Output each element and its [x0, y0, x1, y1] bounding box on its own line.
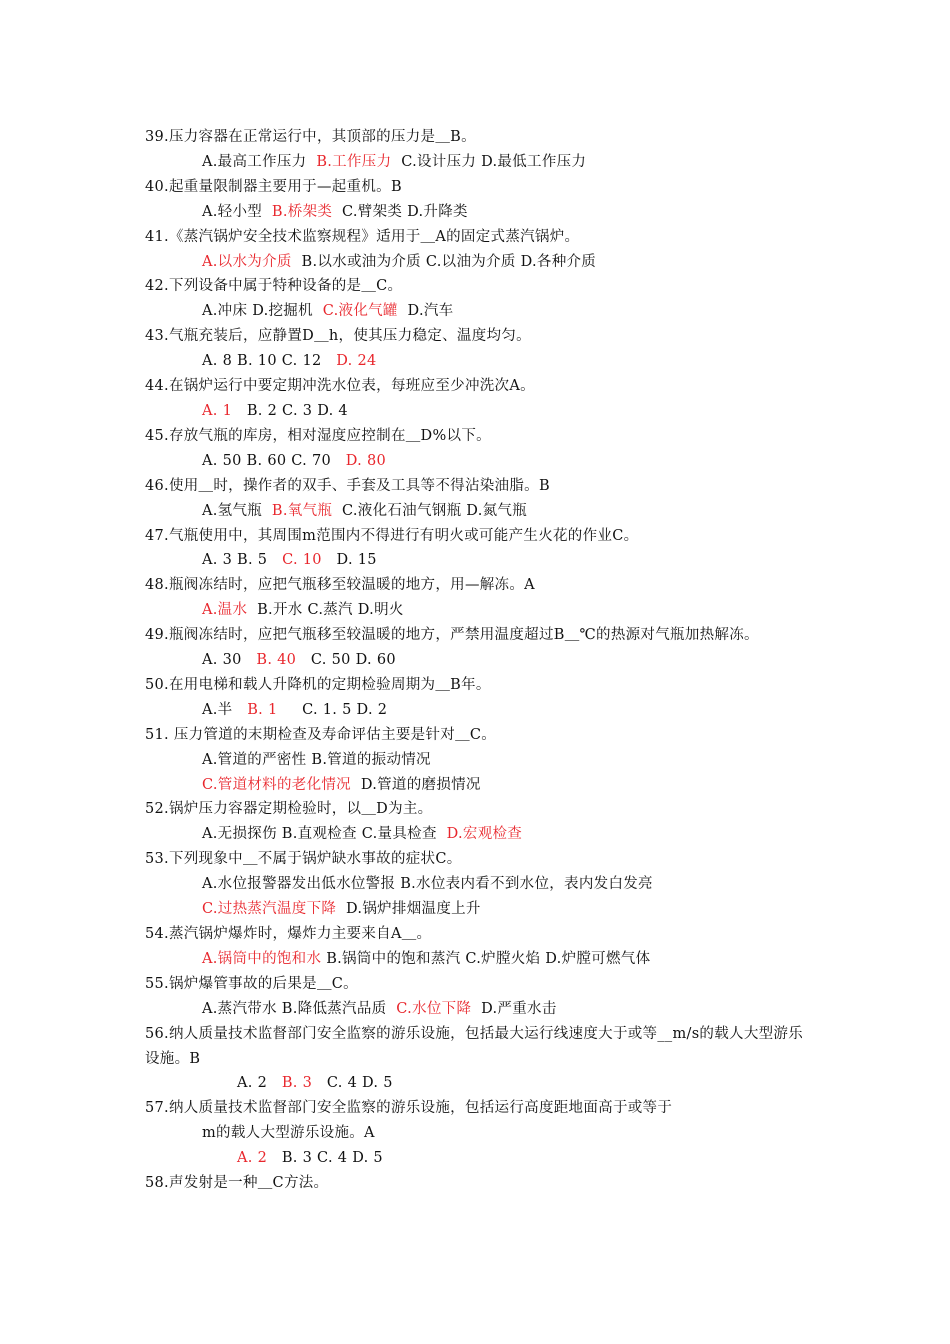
text-segment: A. 50 B. 60 C. 70 — [202, 452, 346, 469]
text-segment: D.锅炉排烟温度上升 — [336, 901, 481, 918]
options-line — [145, 822, 813, 847]
text-segment: B. 2 C. 3 D. 4 — [232, 402, 348, 419]
text-segment: C. 4 D. 5 — [312, 1075, 393, 1092]
question-line — [145, 922, 813, 947]
options-line — [145, 399, 813, 424]
answer-highlight: A. 1 — [202, 402, 233, 419]
text-segment: 46.使用＿时，操作者的双手、手套及工具等不得沾染油脂。B — [145, 477, 550, 494]
answer-highlight: B. 1 — [247, 701, 278, 718]
answer-highlight: C.液化气罐 — [322, 303, 398, 320]
options-line — [145, 997, 813, 1022]
text-segment: 58.声发射是一种＿C方法。 — [145, 1175, 329, 1192]
question-line — [145, 573, 813, 598]
text-segment: 48.瓶阀冻结时，应把气瓶移至较温暖的地方，用—解冻。A — [145, 577, 535, 594]
question-line — [145, 723, 813, 748]
question-line — [145, 225, 813, 250]
answer-highlight: A.以水为介质 — [202, 253, 292, 270]
text-segment: m的载人大型游乐设施。A — [202, 1125, 375, 1142]
question-line — [145, 1022, 813, 1072]
options-line — [145, 1121, 813, 1146]
text-segment: C.设计压力 D.最低工作压力 — [391, 153, 587, 170]
text-segment: A.蒸汽带水 B.降低蒸汽品质 — [202, 1000, 397, 1017]
answer-highlight: B. 40 — [256, 652, 297, 669]
options-line — [145, 897, 813, 922]
text-segment: C. 1. 5 D. 2 — [277, 701, 388, 718]
question-line — [145, 374, 813, 399]
text-segment: 49.瓶阀冻结时，应把气瓶移至较温暖的地方，严禁用温度超过B＿℃的热源对气瓶加热解冻。 — [145, 627, 759, 644]
text-segment: A.半 — [202, 701, 248, 718]
question-list — [145, 125, 813, 1196]
answer-highlight: D.宏观检查 — [446, 826, 523, 843]
options-line — [145, 698, 813, 723]
question-line — [145, 623, 813, 648]
question-line — [145, 673, 813, 698]
options-line — [145, 548, 813, 573]
text-segment: C.臂架类 D.升降类 — [332, 203, 468, 220]
text-segment: 44.在锅炉运行中要定期冲洗水位表，每班应至少冲洗次A。 — [145, 378, 535, 395]
text-segment: 53.下列现象中＿不属于锅炉缺水事故的症状C。 — [145, 851, 462, 868]
text-segment: C.液化石油气钢瓶 D.氮气瓶 — [332, 502, 528, 519]
text-segment: A. 30 — [202, 652, 257, 669]
answer-highlight: B.氧气瓶 — [271, 502, 333, 519]
answer-highlight: B.工作压力 — [316, 153, 392, 170]
text-segment: D. 15 — [321, 552, 377, 569]
text-segment: A. 2 — [237, 1075, 282, 1092]
text-segment: C. 50 D. 60 — [296, 652, 396, 669]
options-line — [145, 200, 813, 225]
options-line — [145, 150, 813, 175]
question-line — [145, 324, 813, 349]
question-line — [145, 1171, 813, 1196]
question-line — [145, 474, 813, 499]
options-line — [145, 598, 813, 623]
text-segment: A.水位报警器发出低水位警报 B.水位表内看不到水位，表内发白发亮 — [202, 876, 653, 893]
text-segment: D.严重水击 — [471, 1000, 557, 1017]
options-line — [145, 1146, 813, 1171]
options-line — [145, 773, 813, 798]
answer-highlight: A. 2 — [237, 1150, 268, 1167]
text-segment: A.轻小型 — [202, 203, 272, 220]
options-line — [145, 250, 813, 275]
answer-highlight: A.锅筒中的饱和水 — [202, 950, 322, 967]
text-segment: 57.纳人质量技术监督部门安全监察的游乐设施，包括运行高度距地面高于或等于 — [145, 1100, 673, 1117]
options-line — [145, 947, 813, 972]
text-segment: A. 8 B. 10 C. 12 — [202, 353, 337, 370]
text-segment: 45.存放气瓶的库房，相对湿度应控制在＿D%以下。 — [145, 427, 491, 444]
text-segment: 39.压力容器在正常运行中，其顶部的压力是＿B。 — [145, 129, 476, 145]
answer-highlight: C. 10 — [282, 552, 322, 569]
answer-highlight: A.温水 — [202, 602, 248, 619]
answer-highlight: C.水位下降 — [396, 1000, 472, 1017]
answer-highlight: D. 80 — [345, 452, 387, 469]
options-line — [145, 299, 813, 324]
text-segment: 54.蒸汽锅炉爆炸时，爆炸力主要来自A＿。 — [145, 926, 432, 942]
text-segment: B.以水或油为介质 C.以油为介质 D.各种介质 — [291, 253, 597, 270]
text-segment: A.无损探伤 B.直观检查 C.量具检查 — [202, 826, 447, 843]
text-segment: 50.在用电梯和载人升降机的定期检验周期为＿B年。 — [145, 676, 491, 693]
text-segment: B.开水 C.蒸汽 D.明火 — [247, 602, 404, 619]
answer-highlight: B.桥架类 — [271, 203, 333, 220]
options-line — [145, 1071, 813, 1096]
text-segment: B. 3 C. 4 D. 5 — [267, 1150, 383, 1167]
text-segment: B.锅筒中的饱和蒸汽 C.炉膛火焰 D.炉膛可燃气体 — [321, 950, 651, 967]
answer-highlight: D. 24 — [336, 353, 377, 370]
text-segment: 52.锅炉压力容器定期检验时，以＿D为主。 — [145, 801, 433, 818]
question-line — [145, 1096, 813, 1121]
options-line — [145, 872, 813, 897]
options-line — [145, 449, 813, 474]
text-segment: A.冲床 D.挖掘机 — [202, 303, 323, 320]
question-line — [145, 125, 813, 150]
text-segment: 40.起重量限制器主要用于—起重机。B — [145, 178, 402, 195]
question-line — [145, 524, 813, 549]
text-segment: 42.下列设备中属于特种设备的是＿C。 — [145, 278, 403, 295]
question-line — [145, 847, 813, 872]
text-segment: A.管道的严密性 B.管道的振动情况 — [202, 751, 431, 768]
question-line — [145, 424, 813, 449]
question-line — [145, 175, 813, 200]
options-line — [145, 349, 813, 374]
text-segment: 41.《蒸汽锅炉安全技术监察规程》适用于＿A的固定式蒸汽锅炉。 — [145, 228, 580, 245]
text-segment: D.汽车 — [397, 303, 454, 320]
text-segment: 47.气瓶使用中，其周围m范围内不得进行有明火或可能产生火花的作业C。 — [145, 527, 639, 544]
options-line — [145, 648, 813, 673]
text-segment: A.氢气瓶 — [202, 502, 272, 519]
answer-highlight: C.管道材料的老化情况 — [202, 776, 351, 793]
text-segment: A. 3 B. 5 — [202, 552, 283, 569]
text-segment: D.管道的磨损情况 — [351, 776, 481, 793]
question-line — [145, 274, 813, 299]
text-segment: 55.锅炉爆管事故的后果是＿C。 — [145, 975, 358, 992]
text-segment: A.最高工作压力 — [202, 153, 317, 170]
text-segment: 51. 压力管道的末期检查及寿命评估主要是针对＿C。 — [145, 726, 497, 743]
question-line — [145, 972, 813, 997]
options-line — [145, 499, 813, 524]
answer-highlight: B. 3 — [281, 1075, 313, 1092]
text-segment: 43.气瓶充装后，应静置D＿h，使其压力稳定、温度均匀。 — [145, 328, 531, 345]
options-line — [145, 748, 813, 773]
answer-highlight: C.过热蒸汽温度下降 — [202, 901, 337, 918]
question-line — [145, 797, 813, 822]
text-segment: 56.纳人质量技术监督部门安全监察的游乐设施，包括最大运行线速度大于或等__m/s的载人大型游乐设施。B — [145, 1025, 804, 1067]
